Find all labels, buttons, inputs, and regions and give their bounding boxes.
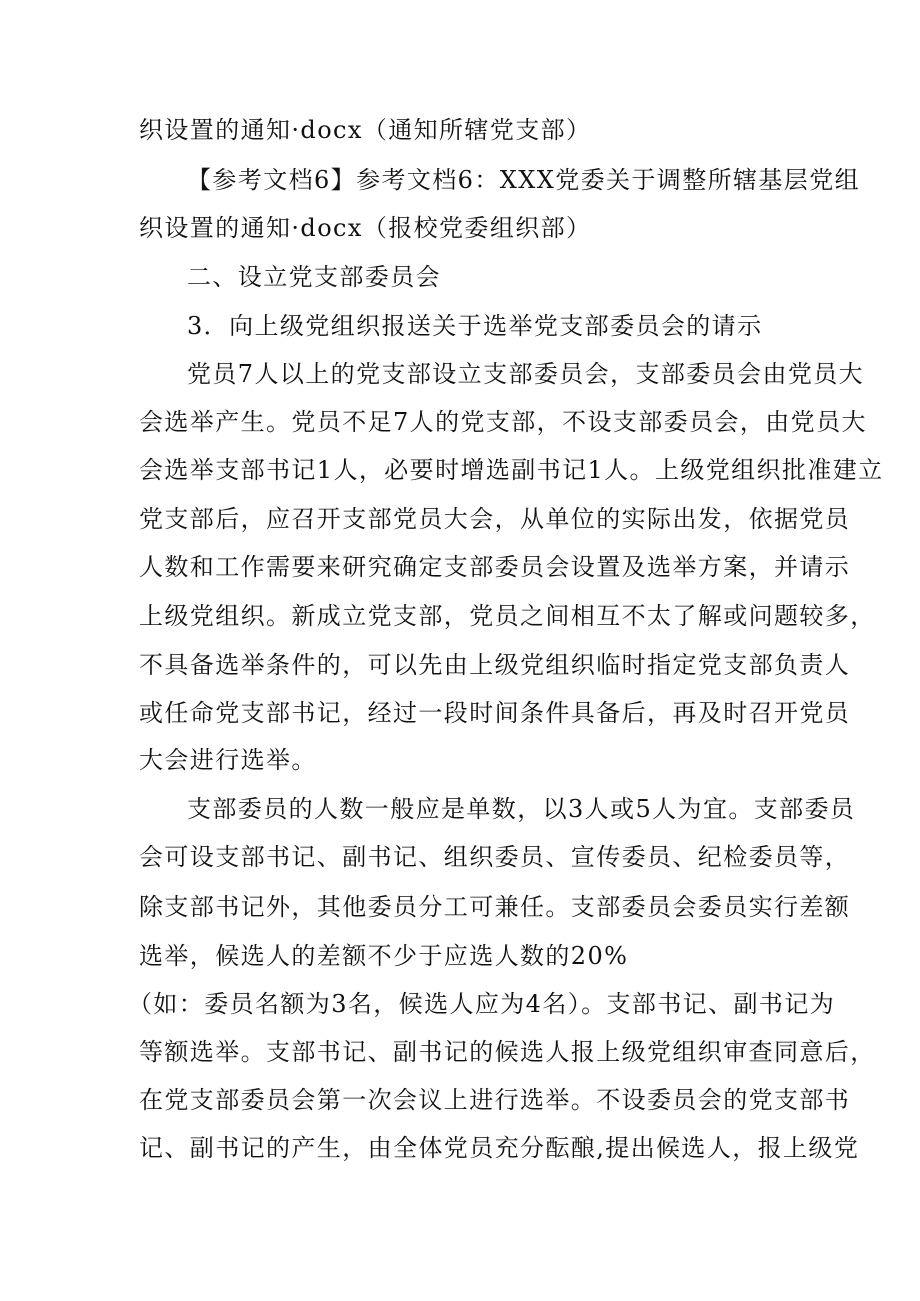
body-text-line: 党支部后，应召开支部党员大会，从单位的实际出发，依据党员 xyxy=(139,505,851,533)
body-text-line: 织设置的通知·docx（报校党委组织部） xyxy=(139,214,592,242)
paragraph-first-line: 支部委员的人数一般应是单数，以3人或5人为宜。支部委员 xyxy=(187,795,856,823)
body-text-line: 等额选举。支部书记、副书记的候选人报上级党组织审查同意后， xyxy=(139,1038,876,1066)
body-text-line: 会选举支部书记1人，必要时增选副书记1人。上级党组织批准建立 xyxy=(139,456,884,484)
body-text-line: 会选举产生。党员不足7人的党支部，不设支部委员会，由党员大 xyxy=(139,408,867,436)
body-text-line: 或任命党支部书记，经过一段时间条件具备后，再及时召开党员 xyxy=(139,699,851,727)
subsection-heading: 3．向上级党组织报送关于选举党支部委员会的请示 xyxy=(187,312,763,340)
body-text-line: 除支部书记外，其他委员分工可兼任。支部委员会委员实行差额 xyxy=(139,893,851,921)
body-text-line: 织设置的通知·docx（通知所辖党支部） xyxy=(139,116,592,144)
body-text-line: 上级党组织。新成立党支部，党员之间相互不太了解或问题较多， xyxy=(139,602,876,630)
body-text-line: 会可设支部书记、副书记、组织委员、宣传委员、纪检委员等， xyxy=(139,843,851,871)
body-text-line: 在党支部委员会第一次会议上进行选举。不设委员会的党支部书 xyxy=(139,1086,851,1114)
body-text-line: 不具备选举条件的，可以先由上级党组织临时指定党支部负责人 xyxy=(139,651,851,679)
body-text-line: （如：委员名额为3名，候选人应为4名）。支部书记、副书记为 xyxy=(128,990,836,1018)
section-heading: 二、设立党支部委员会 xyxy=(187,263,441,291)
body-text-line: 选举，候选人的差额不少于应选人数的20% xyxy=(139,942,629,970)
reference-heading-line: 【参考文档6】参考文档6：XXX党委关于调整所辖基层党组 xyxy=(187,166,860,194)
paragraph-first-line: 党员7人以上的党支部设立支部委员会，支部委员会由党员大 xyxy=(187,360,865,388)
body-text-line: 记、副书记的产生，由全体党员充分酝酿,提出候选人，报上级党 xyxy=(139,1134,860,1162)
body-text-line: 人数和工作需要来研究确定支部委员会设置及选举方案，并请示 xyxy=(139,553,851,581)
body-text-line: 大会进行选举。 xyxy=(139,746,317,774)
